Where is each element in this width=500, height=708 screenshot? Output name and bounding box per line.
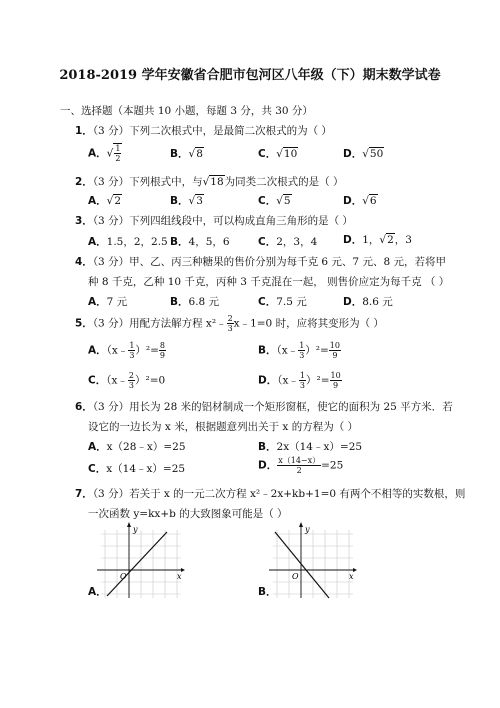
y-axis-label: y [133,525,138,534]
page-title: 2018-2019 学年安徽省合肥市包河区八年级（下）期末数学试卷 [59,68,441,83]
option-label: B． [258,586,277,598]
q3-option-a [88,234,168,249]
option-text: =25 [321,459,344,472]
option-label: A． [88,236,107,248]
q7-option-b-label [258,584,277,599]
option-text: ，3 [394,234,412,246]
option-label: B． [258,441,277,453]
option-label: D． [258,459,278,472]
q5-option-b [258,341,341,360]
question-text: （3 分）下列四组线段中，可以构成直角三角形的是（ ） [92,215,353,227]
q4-option-c [258,294,307,309]
question-number: 1． [75,125,93,137]
fraction-numerator: 1 [299,341,305,350]
option-label: A． [88,195,107,207]
question-text: （3 分）用长为 28 米的铝材制成一个矩形窗框，使它的面积为 25 平方米．若 [92,401,453,413]
fraction-numerator: 8 [159,341,166,350]
question-number: 7． [75,488,93,500]
q1-option-a: A．√ $\frac{1}{2}$ [88,144,121,163]
option-text: （x﹣ [277,374,299,387]
x-axis-arrow [353,568,357,572]
fraction-denominator: 3 [129,351,135,360]
option-text: 7 元 [106,296,128,308]
fraction-numerator: 1 [299,371,305,380]
q2-option-c: C．√5 [258,195,291,207]
question-4 [75,254,446,269]
option-label: C． [88,463,107,475]
q4-option-d [343,294,393,309]
fraction-denominator: 3 [128,381,134,390]
question-3 [75,213,353,228]
option-text: （x﹣ [106,374,128,387]
option-text: ）²= [135,344,159,357]
option-label: B． [170,148,189,160]
fraction-denominator: 3 [299,381,305,390]
question-text: （3 分）用配方法解方程 x²﹣ [92,317,227,330]
radicand: 18 [210,176,224,188]
grid [101,530,181,598]
option-text: 1.5，2，2.5 [106,236,168,248]
radicand: 2 [114,195,122,207]
fraction-denominator: 9 [332,351,338,360]
option-label: C． [258,296,277,308]
function-line [275,532,329,598]
q7-option-a-label [88,584,107,599]
graph-a [93,522,185,602]
fraction-denominator: 9 [159,351,166,360]
fraction-numerator: 1 [129,341,135,350]
option-text: x（14﹣x）=25 [106,463,186,475]
x-axis-arrow [181,568,185,572]
x-axis-label: x [177,572,182,581]
option-label: C． [258,195,277,207]
fraction-denominator: 2 [296,466,302,475]
fraction-numerator: x（14−x） [278,456,321,465]
option-label: C． [258,236,277,248]
y-axis-label: y [305,525,310,534]
question-5 [75,314,384,333]
radicand: 8 [196,148,203,160]
option-label: D． [343,148,363,160]
option-text: ）²= [305,374,330,387]
origin-label: O [292,572,299,581]
question-number: 3． [75,215,93,227]
option-text: 7.5 元 [276,296,307,308]
fraction-numerator: 2 [227,314,233,323]
q6-option-b [258,439,362,454]
origin-label: O [120,572,127,581]
option-text: 2x（14﹣x）=25 [276,441,363,453]
option-label: B． [170,195,189,207]
option-text: 2，3，4 [276,236,318,248]
option-text: （x﹣ [106,344,129,357]
graph-b [265,522,357,602]
question-number: 2． [75,176,93,188]
option-label: A． [88,586,107,598]
option-label: A． [88,147,107,160]
question-7 [75,486,465,501]
option-label: A． [88,441,107,453]
radicand: 5 [283,195,291,207]
question-text: （3 分）下列根式中，与 [92,176,203,188]
question-number: 6． [75,401,93,413]
radicand: 10 [283,148,298,160]
option-label: D． [258,374,278,387]
question-6 [75,399,453,414]
question-text: 为同类二次根式的是（ ） [224,176,344,188]
option-label: D． [343,234,363,246]
question-text: x﹣1=0 时，应将其变形为（ ） [233,317,384,330]
q1-option-d: D．√50 [343,148,384,160]
fraction-denominator: 2 [115,154,121,163]
y-axis-arrow [299,522,303,527]
section-heading: 一、选择题（本题共 10 小题，每题 3 分，共 30 分） [60,105,313,117]
option-text: ）²=0 [134,374,166,387]
fraction-denominator: 9 [333,381,339,390]
option-label: A． [88,296,107,308]
question-text: （3 分）若关于 x 的一元二次方程 x²﹣2x+kb+1=0 有两个不相等的实数根，则 [92,488,466,500]
q4-option-a [88,294,127,309]
option-text: 6.8 元 [188,296,220,308]
fraction-numerator: 2 [128,371,134,380]
option-text: 1， [362,234,380,246]
option-label: C． [258,148,277,160]
x-axis-label: x [349,572,354,581]
question-7-line2: 一次函数 y=kx+b 的大致图象可能是（ ） [88,508,288,520]
question-text: （3 分）甲、乙、丙三种糖果的售价分别为每千克 6 元、7 元、8 元，若将甲 [92,256,446,268]
option-label: D． [343,195,363,207]
q3-option-c [258,234,317,249]
q2-option-b: B．√3 [170,195,203,207]
question-2: 2．（3 分）下列根式中，与√18为同类二次根式的是（ ） [75,176,344,188]
fraction-denominator: 3 [299,351,305,360]
radicand: 2 [387,234,394,246]
question-number: 5． [75,317,93,330]
option-label: B． [170,296,189,308]
radicand: 3 [196,195,203,207]
fraction-numerator: 10 [329,341,340,350]
function-line [107,532,167,596]
question-number: 4． [75,256,93,268]
option-text: 4，5，6 [188,236,230,248]
option-text: （x﹣ [276,344,299,357]
option-label: A． [88,344,107,357]
question-4-line2: 种 8 千克，乙种 10 千克，丙种 3 千克混在一起， 则售价应定为每千克 （ ） [88,276,450,288]
y-axis-arrow [127,522,131,527]
fraction-numerator: 1 [115,144,121,153]
question-text: （3 分）下列二次根式中，是最简二次根式的为（ ） [92,125,332,137]
option-text: 8.6 元 [362,296,393,308]
q1-option-b: B．√8 [170,148,203,160]
option-label: D． [343,296,363,308]
q4-option-b [170,294,219,309]
q6-option-a [88,439,186,454]
grid [273,530,353,598]
fraction-denominator: 3 [227,324,233,333]
question-1 [75,123,332,138]
option-label: B． [170,236,189,248]
option-label: C． [88,374,107,387]
fraction-numerator: 10 [330,371,341,380]
q3-option-b [170,234,230,249]
question-6-line2: 设它的一边长为 x 米，根据题意列出关于 x 的方程为（ ） [88,421,359,433]
q5-option-d [258,371,342,390]
q2-option-d: D．√6 [343,195,377,207]
q1-option-c: C．√10 [258,148,298,160]
radicand: 6 [369,195,377,207]
q5-option-a [88,341,166,360]
q3-option-d: D．1，√2，3 [343,234,412,246]
q2-option-a: A．√2 [88,195,122,207]
option-text: ）²= [305,344,329,357]
radicand: 50 [369,148,384,160]
q6-option-c [88,461,185,476]
q5-option-c [88,371,165,390]
option-label: B． [258,344,277,357]
q6-option-d [258,456,343,475]
option-text: x（28﹣x）=25 [106,441,186,453]
